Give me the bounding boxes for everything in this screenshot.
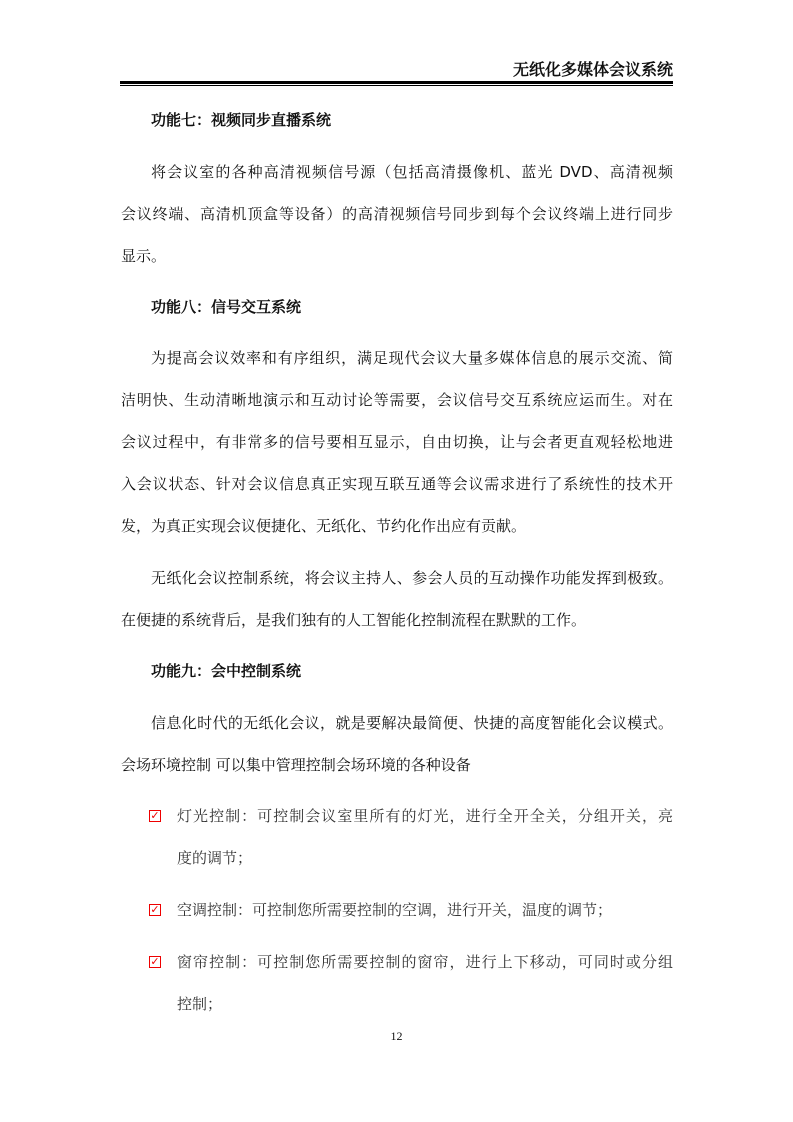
header-rule	[120, 81, 673, 84]
list-item-line: 灯光控制：可控制会议室里所有的灯光，进行全开全关，分组开关，亮	[177, 807, 673, 825]
text-line: 显示。	[121, 247, 167, 265]
text-line: 发，为真正实现会议便捷化、无纸化、节约化作出应有贡献。	[121, 517, 527, 535]
section-heading: 功能九：会中控制系统	[151, 662, 302, 680]
text-line: 洁明快、生动清晰地演示和互动讨论等需要，会议信号交互系统应运而生。对在	[121, 391, 673, 409]
checkbox-checked-icon: ✓	[150, 903, 160, 916]
text-line: 为提高会议效率和有序组织，满足现代会议大量多媒体信息的展示交流、简	[151, 349, 673, 367]
checkbox-checked-icon: ✓	[150, 809, 160, 822]
text-line: 会议终端、高清机顶盒等设备）的高清视频信号同步到每个会议终端上进行同步	[121, 205, 673, 223]
section-heading: 功能八：信号交互系统	[151, 298, 302, 316]
text-line: 信息化时代的无纸化会议，就是要解决最简便、快捷的高度智能化会议模式。	[151, 714, 673, 732]
list-item-line: 空调控制：可控制您所需要控制的空调，进行开关，温度的调节；	[177, 901, 613, 919]
text-line: 会议过程中，有非常多的信号要相互显示，自由切换，让与会者更直观轻松地进	[121, 433, 673, 451]
text-line: 无纸化会议控制系统，将会议主持人、参会人员的互动操作功能发挥到极致。	[151, 569, 673, 587]
checkbox-checked-icon: ✓	[150, 955, 160, 968]
text-line: 将会议室的各种高清视频信号源（包括高清摄像机、蓝光 DVD、高清视频	[151, 163, 673, 181]
header-rule-thin	[120, 85, 673, 86]
page-number: 12	[390, 1029, 403, 1043]
list-item-line: 窗帘控制：可控制您所需要控制的窗帘，进行上下移动，可同时或分组	[177, 953, 673, 971]
text-line: 会场环境控制 可以集中管理控制会场环境的各种设备	[121, 756, 471, 774]
text-line: 入会议状态、针对会议信息真正实现互联互通等会议需求进行了系统性的技术开	[121, 475, 673, 493]
list-item-line: 度的调节；	[177, 849, 253, 867]
list-item-line: 控制；	[177, 995, 223, 1013]
section-heading: 功能七：视频同步直播系统	[151, 111, 332, 129]
text-line: 在便捷的系统背后，是我们独有的人工智能化控制流程在默默的工作。	[121, 611, 587, 629]
header-title: 无纸化多媒体会议系统	[512, 60, 673, 79]
